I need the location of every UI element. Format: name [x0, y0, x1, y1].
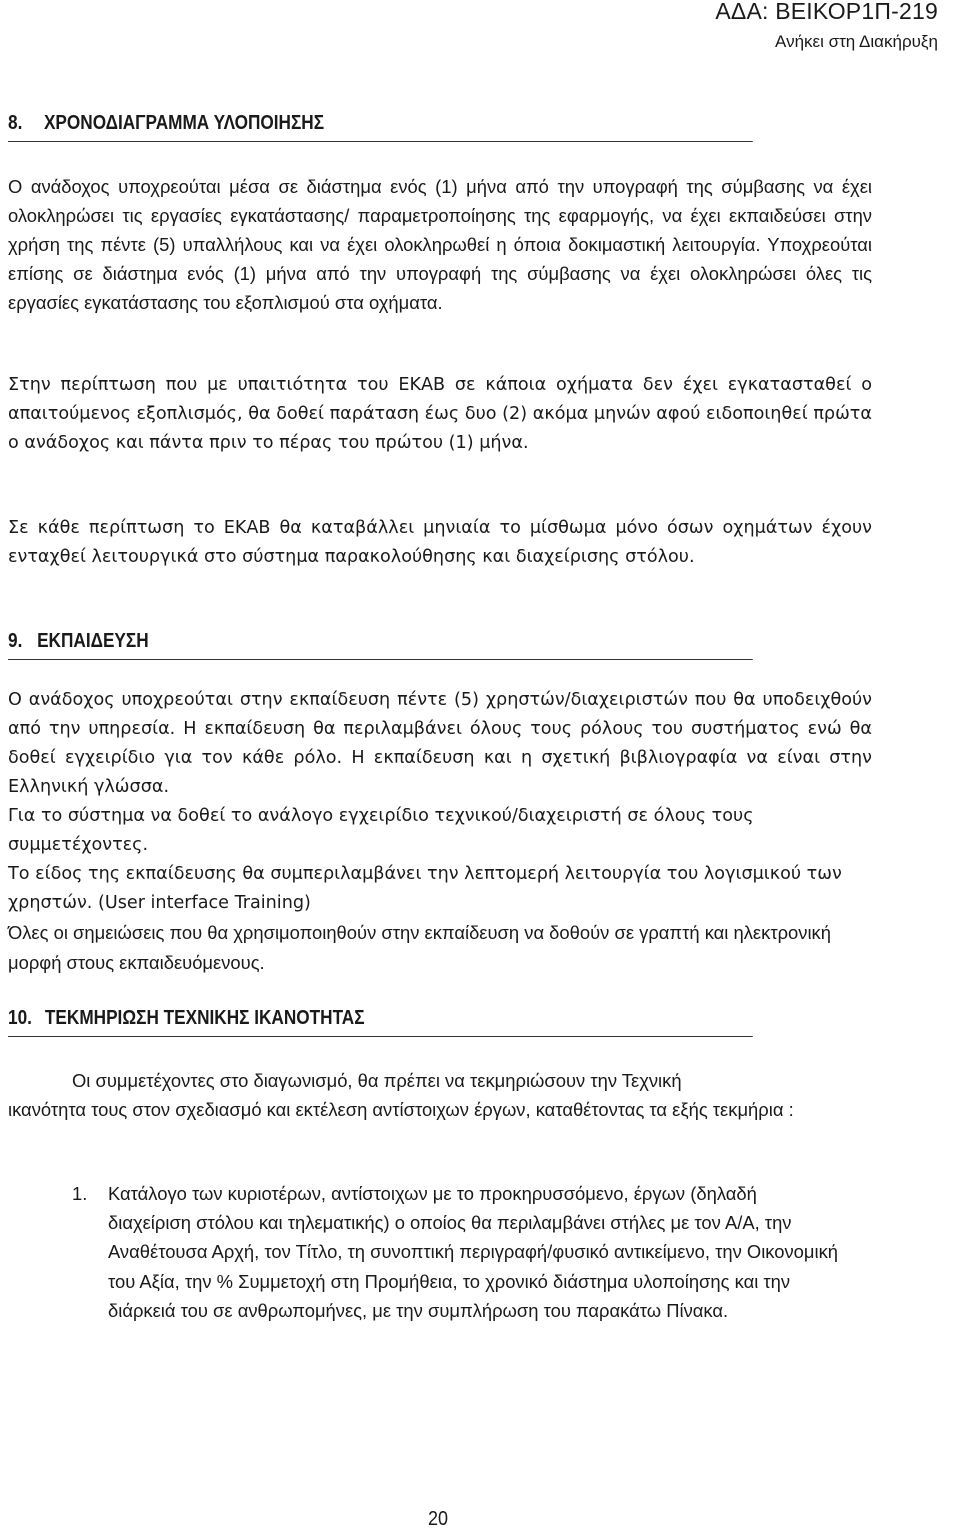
section-9-paragraph-4: Όλες οι σημειώσεις που θα χρησιμοποιηθούν στην εκπαίδευση να δοθούν σε γραπτή και ηλεκτρονική μορφή στους εκπαιδευόμενους.: [8, 922, 831, 973]
section-10-heading: [8, 1007, 753, 1037]
section-8-paragraph-3: Σε κάθε περίπτωση το ΕΚΑΒ θα καταβάλλει μηνιαία το μίσθωμα μόνο όσων οχημάτων έχουν ενταχθεί λειτουργικά στο σύστημα παρακολούθησης και διαχείρισης στόλου.: [8, 518, 872, 567]
section-9-heading: [8, 630, 753, 660]
section-9-number: 9.: [8, 630, 23, 652]
section-10-intro-first-line: Οι συμμετέχοντες στο διαγωνισμό, θα πρέπει να τεκμηριώσουν την Τεχνική: [72, 1070, 682, 1091]
section-8-title: ΧΡΟΝΟΔΙΑΓΡΑΜΜΑ ΥΛΟΠΟΙΗΣΗΣ: [43, 112, 325, 134]
list-item-number: 1.: [72, 1183, 88, 1204]
section-9-paragraph-1: Ο ανάδοχος υποχρεούται στην εκπαίδευση πέντε (5) χρηστών/διαχειριστών που θα υποδειχθούν από την υπηρεσία. Η εκπαίδευση θα περιλαμβάνει όλους τους ρόλους του συστήματος ενώ θα δοθεί εγχειρίδιο για τον κάθε ρόλο. Η εκπαίδευση και η σχετική βιβλιογραφία να είναι στην Ελληνική γλώσσα.: [8, 690, 872, 797]
ada-code: ΑΔΑ: ΒΕΙΚΟΡ1Π-219: [715, 0, 938, 24]
section-10-title: ΤΕΚΜΗΡΙΩΣΗ ΤΕΧΝΙΚΗΣ ΙΚΑΝΟΤΗΤΑΣ: [44, 1007, 365, 1029]
section-8-paragraph-2: Στην περίπτωση που με υπαιτιότητα του ΕΚΑΒ σε κάποια οχήματα δεν έχει εγκατασταθεί ο απαιτούμενος εξοπλισμός, θα δοθεί παράταση έως δυο (2) ακόμα μηνών αφού ειδοποιηθεί πρώτα ο ανάδοχος και πάντα πριν το πέρας του πρώτου (1) μήνα.: [8, 375, 872, 453]
page-number: 20: [427, 1508, 449, 1530]
section-8-number: 8.: [8, 112, 23, 134]
document-status: Ανήκει στη Διακήρυξη: [775, 32, 938, 51]
section-8-heading: [8, 112, 753, 142]
section-8-paragraph-1: Ο ανάδοχος υποχρεούται μέσα σε διάστημα ενός (1) μήνα από την υπογραφή της σύμβασης να έχει ολοκληρώσει τις εργασίες εγκατάστασης/ παραμετροποίησης της εφαρμογής, να έχει εκπαιδεύσει στην χρήση της πέντε (5) υπαλλήλους και να έχει ολοκληρωθεί η όποια δοκιμαστική λειτουργία. Υποχρεούται επίσης σε διάστημα ενός (1) μήνα από την υπογραφή της σύμβασης να έχει ολοκληρώσει όλες τις εργασίες εγκατάστασης του εξοπλισμού στα οχήματα.: [8, 176, 872, 313]
list-item: [72, 1179, 842, 1325]
section-10-number: 10.: [8, 1007, 32, 1029]
section-10-intro-rest: ικανότητα τους στον σχεδιασμό και εκτέλεση αντίστοιχων έργων, καταθέτοντας τα εξής τεκμήρια :: [8, 1099, 794, 1120]
list-item-text: Κατάλογο των κυριοτέρων, αντίστοιχων με το προκηρυσσόμενο, έργων (δηλαδή διαχείριση στόλου και τηλεματικής) ο οποίος θα περιλαμβάνει στήλες με τον Α/Α, την Αναθέτουσα Αρχή, τον Τίτλο, τη συνοπτική περιγραφή/φυσικό αντικείμενο, την Οικονομική του Αξία, την % Συμμετοχή στη Προμήθεια, το χρονικό διάστημα υλοποίησης και την διάρκειά του σε ανθρωπομήνες, με την συμπλήρωση του παρακάτω Πίνακα.: [108, 1183, 839, 1321]
section-9-paragraph-2: Για το σύστημα να δοθεί το ανάλογο εγχειρίδιο τεχνικού/διαχειριστή σε όλους τους συμμετέχοντες.: [8, 806, 754, 855]
section-9-title: ΕΚΠΑΙΔΕΥΣΗ: [37, 630, 149, 652]
section-9-paragraph-3: Το είδος της εκπαίδευσης θα συμπεριλαμβάνει την λεπτομερή λειτουργία του λογισμικού των χρηστών. (User interface Training): [8, 864, 842, 913]
